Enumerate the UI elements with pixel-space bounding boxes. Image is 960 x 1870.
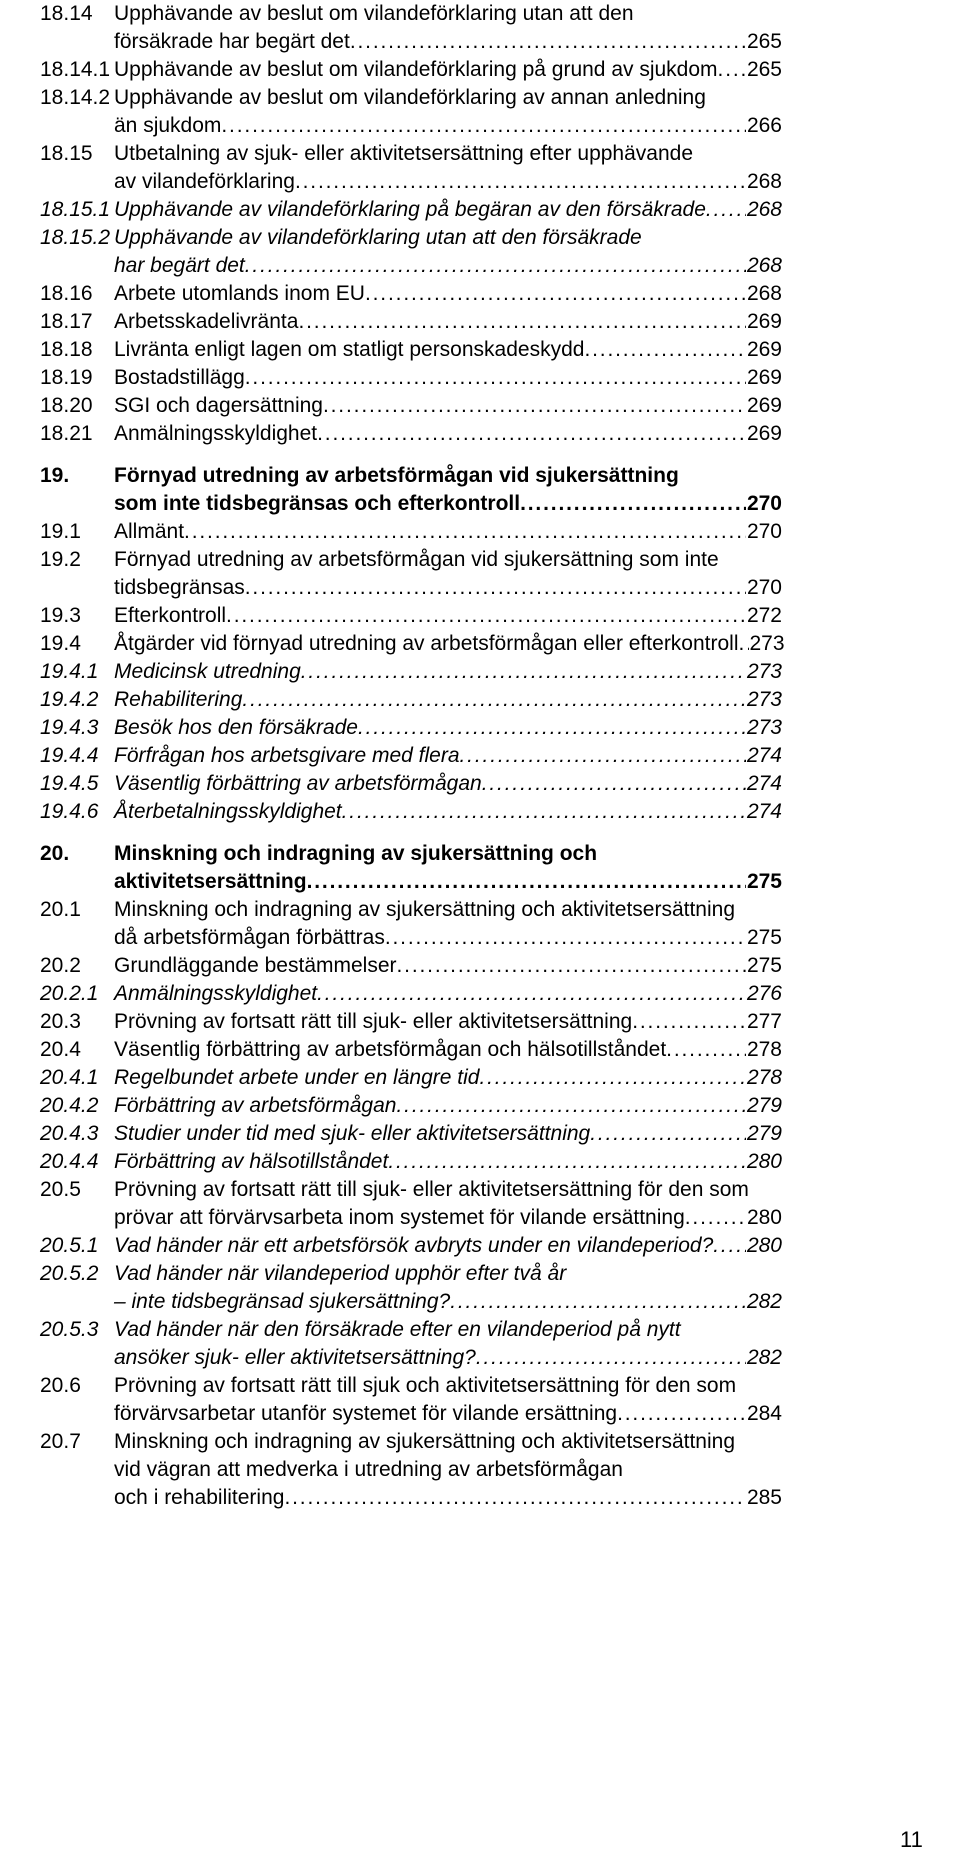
toc-entry-title bbox=[114, 602, 782, 630]
dot-leader bbox=[317, 420, 746, 448]
toc-entry-title bbox=[114, 742, 782, 770]
toc-entry-number: 18.15 bbox=[40, 142, 93, 165]
toc-entry-page: 266 bbox=[746, 114, 782, 137]
toc-entry-title bbox=[114, 336, 782, 364]
toc-entry-title bbox=[114, 770, 782, 798]
toc-entry-title-line: Upphävande av beslut om vilandeförklaring av annan anledning bbox=[114, 86, 706, 109]
dot-leader bbox=[358, 714, 746, 742]
dot-leader bbox=[295, 168, 746, 196]
toc-entry-title-line: förvärvsarbetar utanför systemet för vilande ersättning bbox=[114, 1402, 618, 1425]
dot-leader bbox=[342, 798, 746, 826]
toc-entry-title bbox=[114, 56, 782, 84]
dot-leader bbox=[584, 336, 746, 364]
toc-entry-page: 268 bbox=[746, 282, 782, 305]
toc-entry-page: 270 bbox=[746, 520, 782, 543]
toc-entry-page: 273 bbox=[746, 688, 782, 711]
toc-entry-page: 276 bbox=[746, 982, 782, 1005]
dot-leader bbox=[520, 490, 746, 518]
dot-leader bbox=[226, 602, 746, 630]
dot-leader bbox=[245, 364, 746, 392]
toc-entry-page: 279 bbox=[746, 1122, 782, 1145]
dot-leader bbox=[397, 952, 747, 980]
toc-entry-number: 18.17 bbox=[40, 310, 93, 333]
toc-entry-page: 273 bbox=[746, 716, 782, 739]
dot-leader bbox=[617, 1400, 746, 1428]
toc-entry-number: 19.3 bbox=[40, 604, 81, 627]
dot-leader bbox=[301, 658, 746, 686]
toc-entry-title-line: Vad händer när den försäkrade efter en vilandeperiod på nytt bbox=[114, 1318, 681, 1341]
toc-entry-number: 18.15.1 bbox=[40, 198, 111, 221]
dot-leader bbox=[718, 56, 746, 84]
toc-entry-number: 18.20 bbox=[40, 394, 93, 417]
dot-leader bbox=[245, 574, 746, 602]
toc-entry-title bbox=[114, 1036, 782, 1064]
toc-entry-title-line: Rehabilitering bbox=[114, 688, 243, 711]
toc-entry-page: 270 bbox=[746, 492, 782, 515]
toc-entry-title bbox=[114, 1372, 782, 1428]
toc-entry-title-line: Efterkontroll bbox=[114, 604, 227, 627]
toc-entry-title bbox=[114, 1148, 782, 1176]
toc-entry-number: 19.4.2 bbox=[40, 688, 99, 711]
toc-entry-page: 273 bbox=[746, 660, 782, 683]
toc-entry-number: 19.4.6 bbox=[40, 800, 99, 823]
toc-entry-title-line: SGI och dagersättning bbox=[114, 394, 323, 417]
toc-entry-number: 20.5.2 bbox=[40, 1262, 99, 1285]
toc-entry-title-line: som inte tidsbegränsas och efterkontroll bbox=[114, 492, 521, 515]
toc-entry-number: 19. bbox=[40, 464, 70, 487]
toc-entry-number: 19.4.3 bbox=[40, 716, 99, 739]
dot-leader bbox=[479, 1064, 746, 1092]
toc-entry-title-line: Minskning och indragning av sjukersättning och bbox=[114, 842, 598, 865]
toc-entry-title-line: Allmänt bbox=[114, 520, 185, 543]
toc-entry-page: 265 bbox=[746, 30, 782, 53]
toc-entry-number: 20.5.1 bbox=[40, 1234, 99, 1257]
toc-entry-title-line: Prövning av fortsatt rätt till sjuk- eller aktivitetsersättning bbox=[114, 1010, 633, 1033]
dot-leader bbox=[385, 924, 746, 952]
toc-entry-number: 18.19 bbox=[40, 366, 93, 389]
toc-entry-page: 277 bbox=[746, 1010, 782, 1033]
toc-entry-page: 275 bbox=[746, 926, 782, 949]
toc-entry-number: 18.14.2 bbox=[40, 86, 111, 109]
toc-entry-page: 285 bbox=[746, 1486, 782, 1509]
toc-entry-page: 275 bbox=[746, 954, 782, 977]
toc-entry-number: 19.2 bbox=[40, 548, 81, 571]
toc-entry-title-line: Anmälningsskyldighet bbox=[114, 982, 318, 1005]
dot-leader bbox=[396, 1092, 746, 1120]
toc-entry-title bbox=[114, 686, 782, 714]
toc-entry-title-line: Vad händer när ett arbetsförsök avbryts under en vilandeperiod? bbox=[114, 1234, 714, 1257]
toc-entry-title bbox=[114, 364, 782, 392]
dot-leader bbox=[666, 1036, 746, 1064]
dot-leader bbox=[350, 28, 746, 56]
toc-entry-title-line: Upphävande av beslut om vilandeförklaring på grund av sjukdom bbox=[114, 58, 718, 81]
toc-entry-title-line: ansöker sjuk- eller aktivitetsersättning? bbox=[114, 1346, 476, 1369]
toc-entry-page: 280 bbox=[746, 1206, 782, 1229]
toc-entry-number: 19.1 bbox=[40, 520, 81, 543]
dot-leader bbox=[323, 392, 746, 420]
toc-entry-number: 20.7 bbox=[40, 1430, 81, 1453]
toc-entry-title-line: Medicinsk utredning bbox=[114, 660, 301, 683]
toc-entry-title bbox=[114, 392, 782, 420]
toc-entry-title-line: Förbättring av arbetsförmågan bbox=[114, 1094, 397, 1117]
toc-entry-number: 19.4.4 bbox=[40, 744, 99, 767]
toc-entry-title-line: Prövning av fortsatt rätt till sjuk- eller aktivitetsersättning för den som bbox=[114, 1178, 749, 1201]
toc-entry-number: 20.6 bbox=[40, 1374, 81, 1397]
toc-entry-title bbox=[114, 980, 782, 1008]
dot-leader bbox=[590, 1120, 746, 1148]
toc-entry-title-line: – inte tidsbegränsad sjukersättning? bbox=[114, 1290, 451, 1313]
toc-entry-title bbox=[114, 196, 782, 224]
toc-entry-title bbox=[114, 1428, 782, 1512]
toc-entry-title bbox=[114, 140, 782, 196]
toc-entry-title bbox=[114, 280, 782, 308]
toc-entry-title-line: Bostadstillägg bbox=[114, 366, 245, 389]
toc-entry-title bbox=[114, 714, 782, 742]
toc-entry-title-line: aktivitetsersättning bbox=[114, 870, 307, 893]
toc-entry-title-line: Regelbundet arbete under en längre tid bbox=[114, 1066, 480, 1089]
toc-entry-title-line: Förnyad utredning av arbetsförmågan vid sjukersättning bbox=[114, 464, 679, 487]
toc-entry-number: 20.2 bbox=[40, 954, 81, 977]
toc-entry-title bbox=[114, 420, 782, 448]
dot-leader bbox=[245, 252, 746, 280]
toc-entry-title-line: än sjukdom bbox=[114, 114, 222, 137]
toc-entry-title bbox=[114, 952, 782, 980]
toc-entry-title-line: Upphävande av vilandeförklaring utan att den försäkrade bbox=[114, 226, 642, 249]
toc-entry-title-line: då arbetsförmågan förbättras bbox=[114, 926, 385, 949]
toc-entry-title-line: tidsbegränsas bbox=[114, 576, 245, 599]
toc-entry-number: 20.4.1 bbox=[40, 1066, 99, 1089]
dot-leader bbox=[713, 1232, 746, 1260]
toc-entry-title bbox=[114, 518, 782, 546]
toc-entry-number: 18.14 bbox=[40, 2, 93, 25]
toc-entry-number: 20. bbox=[40, 842, 70, 865]
dot-leader bbox=[685, 1204, 746, 1232]
toc-entry-page: 274 bbox=[746, 772, 782, 795]
toc-entry-title-line: Anmälningsskyldighet bbox=[114, 422, 318, 445]
toc-entry-title-line: Förfrågan hos arbetsgivare med flera bbox=[114, 744, 460, 767]
toc-entry-title-line: av vilandeförklaring bbox=[114, 170, 295, 193]
toc-entry-title-line: Väsentlig förbättring av arbetsförmågan och hälsotillståndet bbox=[114, 1038, 667, 1061]
toc-entry-title bbox=[114, 1092, 782, 1120]
toc-entry-title-line: Upphävande av vilandeförklaring på begäran av den försäkrade bbox=[114, 198, 706, 221]
dot-leader bbox=[388, 1148, 746, 1176]
toc-entry-number: 20.1 bbox=[40, 898, 81, 921]
toc-entry-title-line: prövar att förvärvsarbeta inom systemet för vilande ersättning bbox=[114, 1206, 685, 1229]
toc-entry-title-line: Arbete utomlands inom EU bbox=[114, 282, 365, 305]
toc-entry-title-line: Minskning och indragning av sjukersättning och aktivitetsersättning bbox=[114, 1430, 736, 1453]
toc-entry-page: 274 bbox=[746, 744, 782, 767]
toc-entry-number: 20.4 bbox=[40, 1038, 81, 1061]
toc-entry-title-line: Åtgärder vid förnyad utredning av arbetsförmågan eller efterkontroll bbox=[114, 632, 739, 655]
toc-entry-title bbox=[114, 658, 782, 686]
dot-leader bbox=[317, 980, 746, 1008]
dot-leader bbox=[284, 1484, 746, 1512]
toc-entry-number: 19.4 bbox=[40, 632, 81, 655]
toc-entry-page: 268 bbox=[746, 254, 782, 277]
toc-entry-title bbox=[114, 224, 782, 280]
toc-entry-page: 273 bbox=[749, 632, 785, 655]
dot-leader bbox=[460, 742, 746, 770]
dot-leader bbox=[307, 868, 746, 896]
toc-entry-title bbox=[114, 462, 782, 518]
toc-entry-title-line: Väsentlig förbättring av arbetsförmågan bbox=[114, 772, 482, 795]
toc-entry-title bbox=[114, 84, 782, 140]
toc-entry-page: 278 bbox=[746, 1066, 782, 1089]
toc-entry-number: 18.18 bbox=[40, 338, 93, 361]
toc-entry-page: 282 bbox=[746, 1290, 782, 1313]
toc-entry-number: 19.4.5 bbox=[40, 772, 99, 795]
dot-leader bbox=[242, 686, 746, 714]
toc-entry-page: 269 bbox=[746, 394, 782, 417]
toc-entry-title bbox=[114, 630, 785, 658]
toc-entry-page: 282 bbox=[746, 1346, 782, 1369]
toc-entry-title bbox=[114, 840, 782, 896]
toc-entry-page: 268 bbox=[746, 170, 782, 193]
toc-entry-page: 280 bbox=[746, 1150, 782, 1173]
toc-entry-title-line: vid vägran att medverka i utredning av arbetsförmågan bbox=[114, 1458, 623, 1481]
toc-entry-title-line: Återbetalningsskyldighet bbox=[114, 800, 342, 823]
dot-leader bbox=[184, 518, 746, 546]
toc-entry-page: 265 bbox=[746, 58, 782, 81]
toc-entry-number: 18.16 bbox=[40, 282, 93, 305]
toc-entry-number: 19.4.1 bbox=[40, 660, 99, 683]
dot-leader bbox=[739, 630, 749, 658]
toc-entry-title bbox=[114, 1260, 782, 1316]
toc-entry-title bbox=[114, 1064, 782, 1092]
toc-entry-title-line: Vad händer när vilandeperiod upphör efter två år bbox=[114, 1262, 567, 1285]
toc-entry-title-line: Grundläggande bestämmelser bbox=[114, 954, 397, 977]
toc-entry-title bbox=[114, 1176, 782, 1232]
toc-entry-title-line: Förbättring av hälsotillståndet bbox=[114, 1150, 389, 1173]
toc-entry-title-line: Livränta enligt lagen om statligt personskadeskydd bbox=[114, 338, 585, 361]
toc-entry-page: 279 bbox=[746, 1094, 782, 1117]
toc-entry-title bbox=[114, 1008, 782, 1036]
toc-entry-page: 278 bbox=[746, 1038, 782, 1061]
toc-entry-number: 18.15.2 bbox=[40, 226, 111, 249]
toc-entry-page: 280 bbox=[746, 1234, 782, 1257]
toc-entry-number: 18.21 bbox=[40, 422, 93, 445]
toc-entry-number: 20.3 bbox=[40, 1010, 81, 1033]
dot-leader bbox=[298, 308, 746, 336]
toc-entry-page: 275 bbox=[746, 870, 782, 893]
toc-entry-title bbox=[114, 798, 782, 826]
toc-entry-page: 274 bbox=[746, 800, 782, 823]
toc-entry-title bbox=[114, 1232, 782, 1260]
dot-leader bbox=[221, 112, 746, 140]
dot-leader bbox=[365, 280, 746, 308]
toc-entry-number: 20.2.1 bbox=[40, 982, 99, 1005]
toc-entry-number: 20.4.3 bbox=[40, 1122, 99, 1145]
toc-entry-page: 269 bbox=[746, 422, 782, 445]
toc-entry-page: 270 bbox=[746, 576, 782, 599]
toc-entry-title-line: försäkrade har begärt det bbox=[114, 30, 350, 53]
toc-entry-title bbox=[114, 896, 782, 952]
toc-entry-page: 269 bbox=[746, 366, 782, 389]
toc-entry-number: 20.5 bbox=[40, 1178, 81, 1201]
dot-leader bbox=[706, 196, 746, 224]
dot-leader bbox=[450, 1288, 746, 1316]
toc-entry-page: 269 bbox=[746, 310, 782, 333]
toc-entry-title-line: Förnyad utredning av arbetsförmågan vid sjukersättning som inte bbox=[114, 548, 719, 571]
toc-entry-title bbox=[114, 308, 782, 336]
toc-entry-title-line: Minskning och indragning av sjukersättning och aktivitetsersättning bbox=[114, 898, 736, 921]
toc-entry-title bbox=[114, 1316, 782, 1372]
toc-entry-page: 284 bbox=[746, 1402, 782, 1425]
toc-entry-title bbox=[114, 546, 782, 602]
toc-entry-title-line: Studier under tid med sjuk- eller aktivitetsersättning bbox=[114, 1122, 591, 1145]
page-number: 11 bbox=[900, 1827, 923, 1852]
toc-entry-title-line: har begärt det bbox=[114, 254, 245, 277]
toc-entry-title-line: Besök hos den försäkrade bbox=[114, 716, 358, 739]
toc-entry-number: 20.4.4 bbox=[40, 1150, 99, 1173]
toc-entry-title-line: Prövning av fortsatt rätt till sjuk och aktivitetsersättning för den som bbox=[114, 1374, 737, 1397]
toc-entry-title-line: och i rehabilitering bbox=[114, 1486, 285, 1509]
toc-entry-title-line: Arbetsskadelivränta bbox=[114, 310, 299, 333]
toc-entry-title-line: Upphävande av beslut om vilandeförklaring utan att den bbox=[114, 2, 634, 25]
toc-entry-number: 20.5.3 bbox=[40, 1318, 99, 1341]
dot-leader bbox=[476, 1344, 746, 1372]
toc-entry-page: 269 bbox=[746, 338, 782, 361]
dot-leader bbox=[632, 1008, 746, 1036]
toc-entry-page: 272 bbox=[746, 604, 782, 627]
toc-entry-page: 268 bbox=[746, 198, 782, 221]
toc-entry-number: 20.4.2 bbox=[40, 1094, 99, 1117]
toc-entry-title bbox=[114, 1120, 782, 1148]
dot-leader bbox=[482, 770, 746, 798]
toc-entry-title bbox=[114, 0, 782, 56]
toc-entry-title-line: Utbetalning av sjuk- eller aktivitetsersättning efter upphävande bbox=[114, 142, 693, 165]
toc-entry-number: 18.14.1 bbox=[40, 58, 111, 81]
